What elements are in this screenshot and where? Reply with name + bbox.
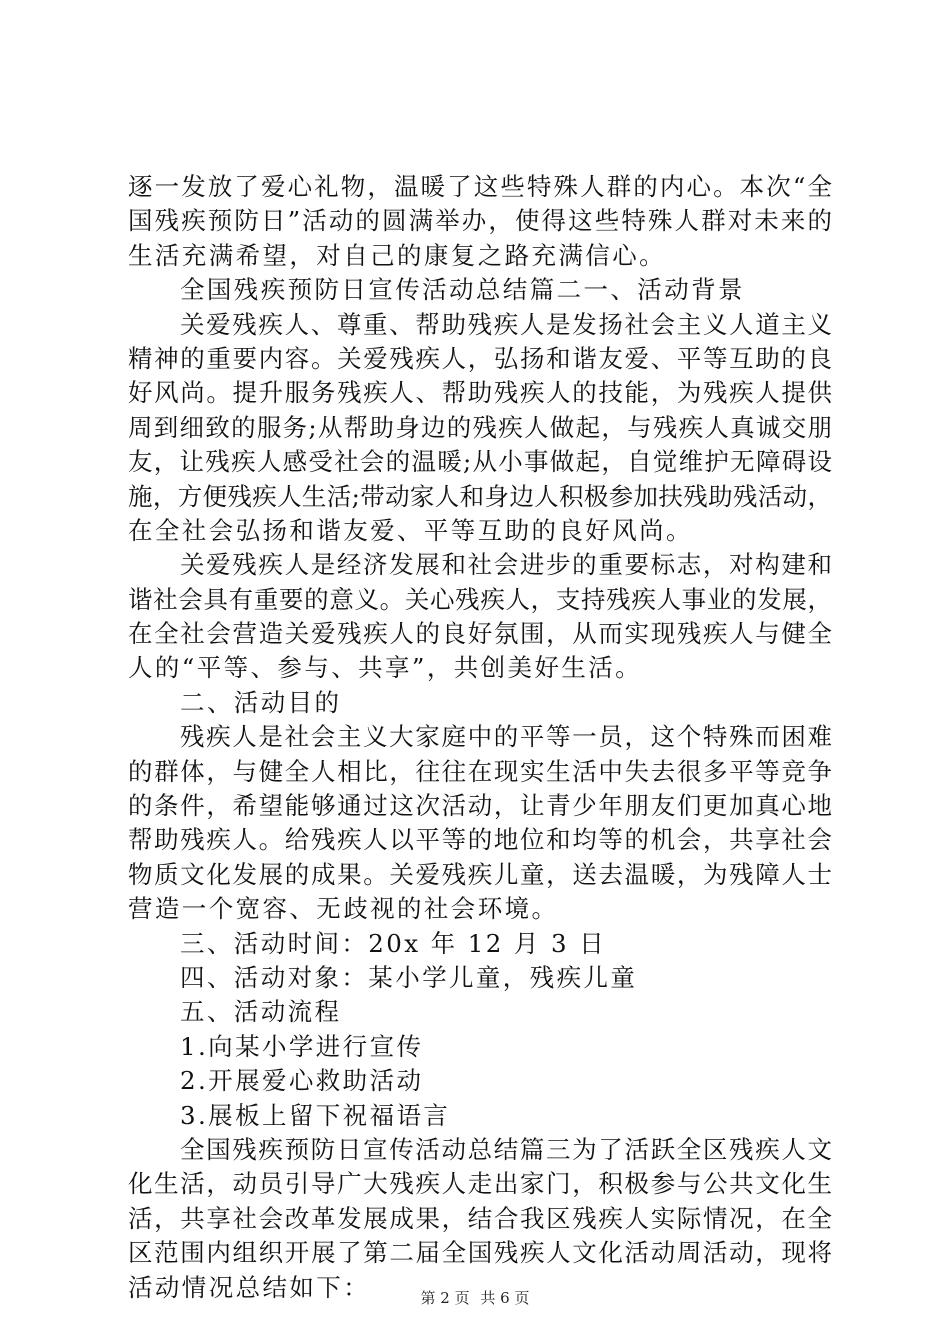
text-line: 二、活动目的 [180, 687, 342, 717]
text-line: 物质文化发展的成果。关爱残疾儿童，送去温暖，为残障人士 [128, 859, 832, 889]
text-line: 五、活动流程 [180, 997, 342, 1027]
text-line: 关爱残疾人是经济发展和社会进步的重要标志，对构建和 [180, 550, 832, 580]
page-total: 共 6 页 [480, 1289, 530, 1307]
text-line: 在全社会弘扬和谐友爱、平等互助的良好风尚。 [128, 515, 693, 545]
text-line: 在全社会营造关爱残疾人的良好氛围，从而实现残疾人与健全 [128, 619, 832, 649]
text-line: 2.开展爱心救助活动 [180, 1066, 424, 1096]
text-line: 帮助残疾人。给残疾人以平等的地位和均等的机会，共享社会 [128, 825, 832, 855]
text-line: 全国残疾预防日宣传活动总结篇二一、活动背景 [180, 275, 745, 305]
text-line: 区范围内组织开展了第二届全国残疾人文化活动周活动，现将 [128, 1238, 832, 1268]
text-line: 施，方便残疾人生活;带动家人和身边人积极参加扶残助残活动， [128, 481, 832, 511]
text-line: 化生活，动员引导广大残疾人走出家门，积极参与公共文化生 [128, 1169, 832, 1199]
text-line: 三、活动时间：20x 年 12 月 3 日 [180, 928, 607, 958]
text-line: 国残疾预防日”活动的圆满举办，使得这些特殊人群对未来的 [128, 206, 832, 236]
page-footer [0, 1287, 950, 1308]
text-line: 人的“平等、参与、共享”，共创美好生活。 [128, 653, 643, 683]
text-line: 全国残疾预防日宣传活动总结篇三为了活跃全区残疾人文 [180, 1134, 832, 1164]
text-line: 好风尚。提升服务残疾人、帮助残疾人的技能，为残疾人提供 [128, 378, 832, 408]
text-line: 残疾人是社会主义大家庭中的平等一员，这个特殊而困难 [180, 722, 832, 752]
text-line: 谐社会具有重要的意义。关心残疾人，支持残疾人事业的发展， [128, 584, 832, 614]
text-line: 逐一发放了爱心礼物，温暖了这些特殊人群的内心。本次“全 [128, 172, 832, 201]
text-line: 3.展板上留下祝福语言 [180, 1100, 451, 1130]
text-line: 活，共享社会改革发展成果，结合我区残疾人实际情况，在全 [128, 1203, 832, 1233]
text-line: 友，让残疾人感受社会的温暖;从小事做起，自觉维护无障碍设 [128, 447, 832, 477]
text-line: 活动情况总结如下： [128, 1272, 371, 1302]
text-line: 关爱残疾人、尊重、帮助残疾人是发扬社会主义人道主义 [180, 309, 832, 339]
text-line: 生活充满希望，对自己的康复之路充满信心。 [128, 240, 666, 270]
text-line: 的条件，希望能够通过这次活动，让青少年朋友们更加真心地 [128, 791, 832, 821]
text-line: 的群体，与健全人相比，往往在现实生活中失去很多平等竞争 [128, 756, 832, 786]
document-body [128, 170, 832, 1305]
text-line: 精神的重要内容。关爱残疾人，弘扬和谐友爱、平等互助的良 [128, 343, 832, 373]
text-line: 营造一个宽容、无歧视的社会环境。 [128, 894, 559, 924]
text-line: 四、活动对象：某小学儿童，残疾儿童 [180, 962, 638, 992]
text-line: 周到细致的服务;从帮助身边的残疾人做起，与残疾人真诚交朋 [128, 412, 832, 442]
text-line: 1.向某小学进行宣传 [180, 1031, 424, 1061]
page-number: 第 2 页 [420, 1289, 470, 1307]
